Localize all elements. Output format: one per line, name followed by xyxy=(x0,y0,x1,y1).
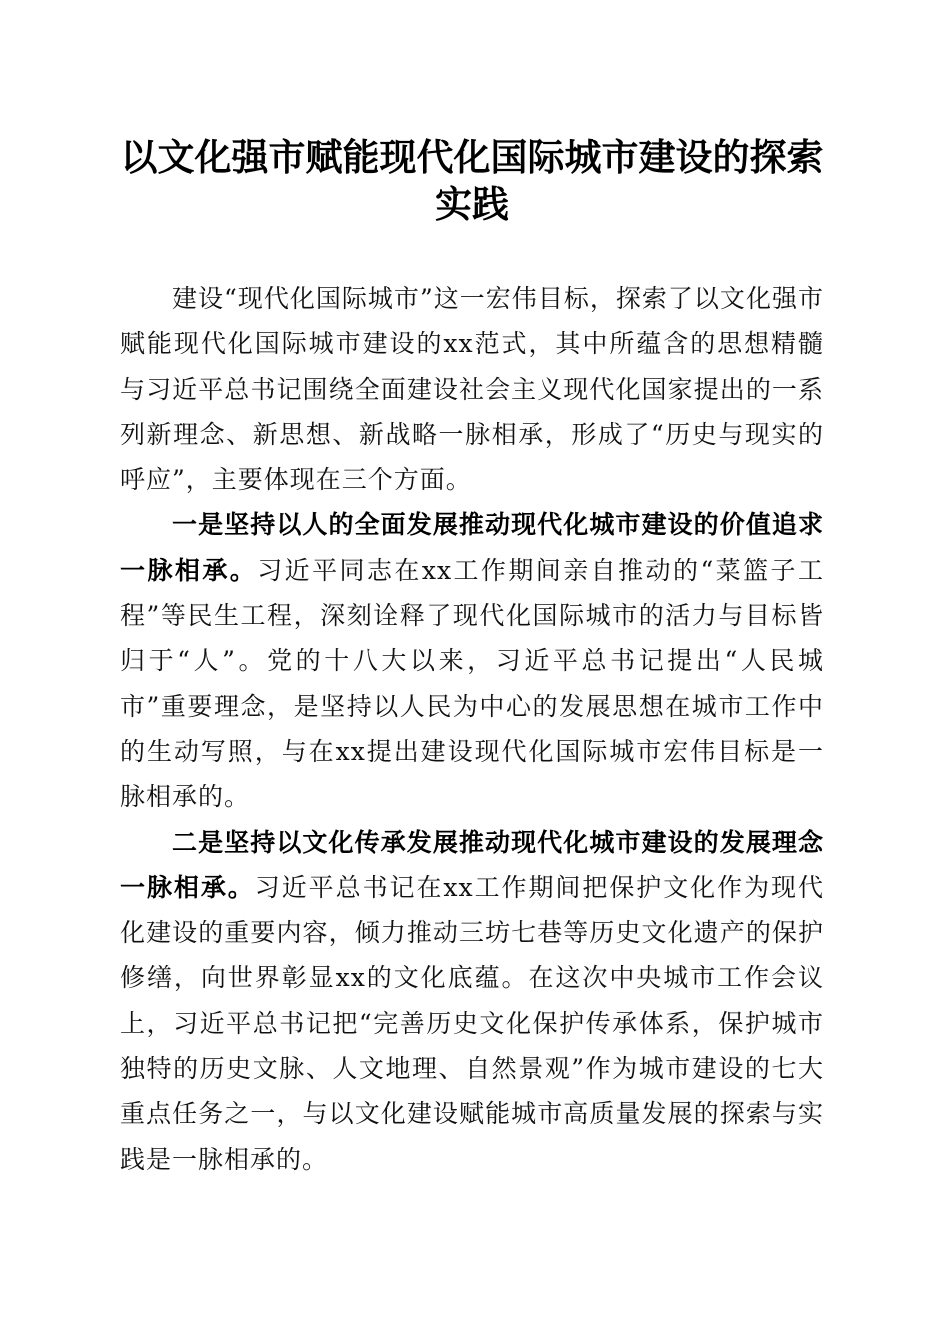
point-two-paragraph xyxy=(120,820,824,1182)
paragraph-lead-sentence: 一是坚持以人的全面发展推动现代化城市建设的价值追求一脉相承。 xyxy=(120,510,824,585)
paragraph-text: 习近平总书记在xx工作期间把保护文化作为现代化建设的重要内容，倾力推动三坊七巷等历史文化遗产的保护修缮，向世界彰显xx的文化底蕴。在这次中央城市工作会议上，习近平总书记把“完善历史文化保护传承体系，保护城市独特的历史文脉、人文地理、自然景观”作为城市建设的七大重点任务之一，与以文化建设赋能城市高质量发展的探索与实践是一脉相承的。 xyxy=(120,872,824,1174)
document-body xyxy=(120,276,824,1182)
intro-paragraph xyxy=(120,276,824,502)
paragraph-text: 习近平同志在xx工作期间亲自推动的“菜篮子工程”等民生工程，深刻诠释了现代化国际城市的活力与目标皆归于“人”。党的十八大以来，习近平总书记提出“人民城市”重要理念，是坚持以人民为中心的发展思想在城市工作中的生动写照，与在xx提出建设现代化国际城市宏伟目标是一脉相承的。 xyxy=(120,555,824,812)
document-title: 以文化强市赋能现代化国际城市建设的探索实践 xyxy=(120,135,824,226)
point-one-paragraph xyxy=(120,502,824,819)
paragraph-lead-sentence: 二是坚持以文化传承发展推动现代化城市建设的发展理念一脉相承。 xyxy=(120,827,824,902)
paragraph-text: 建设“现代化国际城市”这一宏伟目标，探索了以文化强市赋能现代化国际城市建设的xx范式，其中所蕴含的思想精髓与习近平总书记围绕全面建设社会主义现代化国家提出的一系列新理念、新思想、新战略一脉相承，形成了“历史与现实的呼应”，主要体现在三个方面。 xyxy=(120,284,824,495)
